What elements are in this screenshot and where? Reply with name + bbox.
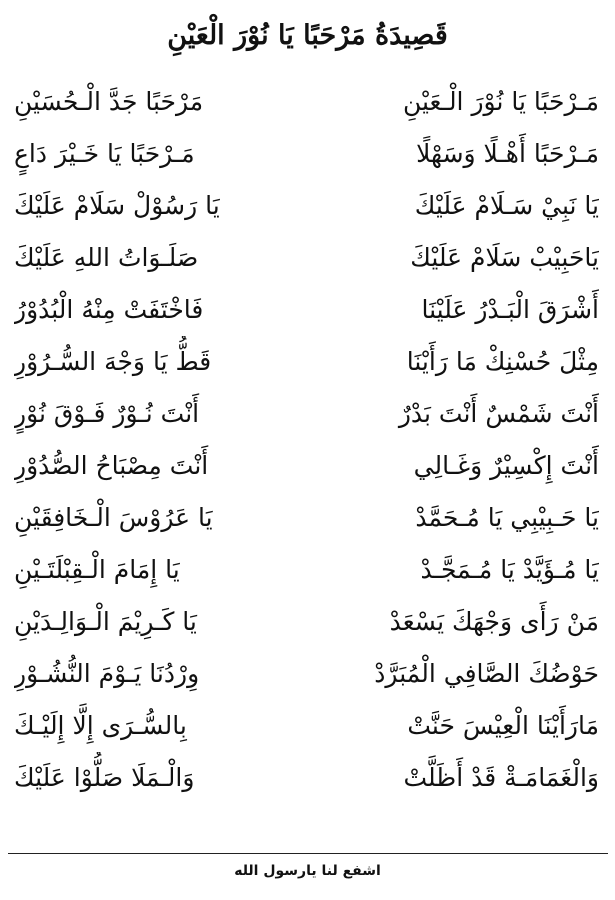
verse-left-hemistich: مَـرْحَبًا يَا خَـيْرَ دَاعٍ bbox=[14, 139, 195, 168]
verse-line bbox=[0, 232, 615, 284]
verse-left-hemistich: مَرْحَبًا جَدَّ الْـحُسَيْنِ bbox=[14, 87, 204, 116]
verse-left-hemistich: قَطُّ يَا وَجْهَ السُّـرُوْرِ bbox=[14, 347, 212, 376]
verse-line bbox=[0, 76, 615, 128]
verse-right-hemistich: يَا مُـؤَيَّدْ يَا مُـمَجَّـدْ bbox=[420, 555, 599, 584]
verse-left-hemistich: فَاخْتَفَتْ مِنْهُ الْبُدُوْرُ bbox=[14, 295, 204, 324]
verse-right-hemistich: أَنْتَ إِكْسِيْرٌ وَغَـالِي bbox=[413, 451, 599, 480]
verse-left-hemistich: صَلَـوَاتُ اللهِ عَلَيْكَ bbox=[14, 243, 199, 272]
verse-right-hemistich: مَـرْحَبًا يَا نُوْرَ الْـعَيْنِ bbox=[402, 87, 599, 116]
verse-right-hemistich: مِثْلَ حُسْنِكْ مَا رَأَيْنَا bbox=[406, 347, 599, 376]
verse-line bbox=[0, 128, 615, 180]
verse-line bbox=[0, 700, 615, 752]
verse-line bbox=[0, 336, 615, 388]
verse-right-hemistich: مَارَأَيْنَا الْعِيْسَ حَنَّتْ bbox=[407, 711, 599, 740]
verse-right-hemistich: يَا نَبِيْ سَـلَامْ عَلَيْكَ bbox=[414, 191, 599, 220]
verse-right-hemistich: أَشْرَقَ الْبَـدْرُ عَلَيْنَا bbox=[421, 295, 599, 324]
verse-line bbox=[0, 284, 615, 336]
verse-right-hemistich: مَـرْحَبًا أَهْـلًا وَسَهْلًا bbox=[416, 139, 599, 168]
poem-body bbox=[0, 76, 615, 810]
footer-text: اشفع لنا يارسول الله bbox=[234, 863, 381, 879]
verse-left-hemistich: يَا كَـرِيْمَ الْـوَالِـدَيْنِ bbox=[14, 607, 197, 636]
verse-line bbox=[0, 752, 615, 804]
verse-right-hemistich: يَاحَبِيْبْ سَلَامْ عَلَيْكَ bbox=[410, 243, 599, 272]
verse-line bbox=[0, 388, 615, 440]
verse-left-hemistich: وَالْـمَلَا صَلُّوْا عَلَيْكَ bbox=[14, 763, 195, 792]
verse-right-hemistich: حَوْضُكَ الصَّافِي الْمُبَرَّدْ bbox=[374, 659, 599, 688]
verse-right-hemistich: يَا حَـبِيْبِي يَا مُـحَمَّدْ bbox=[415, 503, 599, 532]
verse-left-hemistich: يَا رَسُوْلْ سَلَامْ عَلَيْكَ bbox=[14, 191, 220, 220]
verse-left-hemistich: بِالسُّـرَى إِلَّا إِلَيْـكَ bbox=[14, 711, 187, 740]
verse-right-hemistich: أَنْتَ شَمْسٌ أَنْتَ بَدْرٌ bbox=[398, 399, 599, 428]
verse-line bbox=[0, 180, 615, 232]
verse-line bbox=[0, 544, 615, 596]
verse-left-hemistich: وِرْدُنَا يَـوْمَ النُّشُـوْرِ bbox=[14, 659, 200, 688]
poem-title: قَصِيدَةُ مَرْحَبًا يَا نُوْرَ الْعَيْنِ bbox=[167, 20, 448, 51]
verse-left-hemistich: أَنْتَ نُـوْرٌ فَـوْقَ نُوْرٍ bbox=[14, 399, 200, 428]
verse-line bbox=[0, 492, 615, 544]
verse-left-hemistich: يَا عَرُوْسَ الْـخَافِقَيْنِ bbox=[14, 503, 213, 532]
verse-line bbox=[0, 440, 615, 492]
verse-right-hemistich: مَنْ رَأَى وَجْهَكَ يَسْعَدْ bbox=[389, 607, 599, 636]
verse-right-hemistich: وَالْغَمَامَـةْ قَدْ أَظَلَّتْ bbox=[403, 763, 599, 792]
verse-left-hemistich: يَا إِمَامَ الْـقِبْلَتَـيْنِ bbox=[14, 555, 180, 584]
verse-left-hemistich: أَنْتَ مِصْبَاحُ الصُّدُوْرِ bbox=[14, 451, 209, 480]
footer-divider bbox=[8, 853, 608, 854]
verse-line bbox=[0, 648, 615, 700]
verse-line bbox=[0, 596, 615, 648]
